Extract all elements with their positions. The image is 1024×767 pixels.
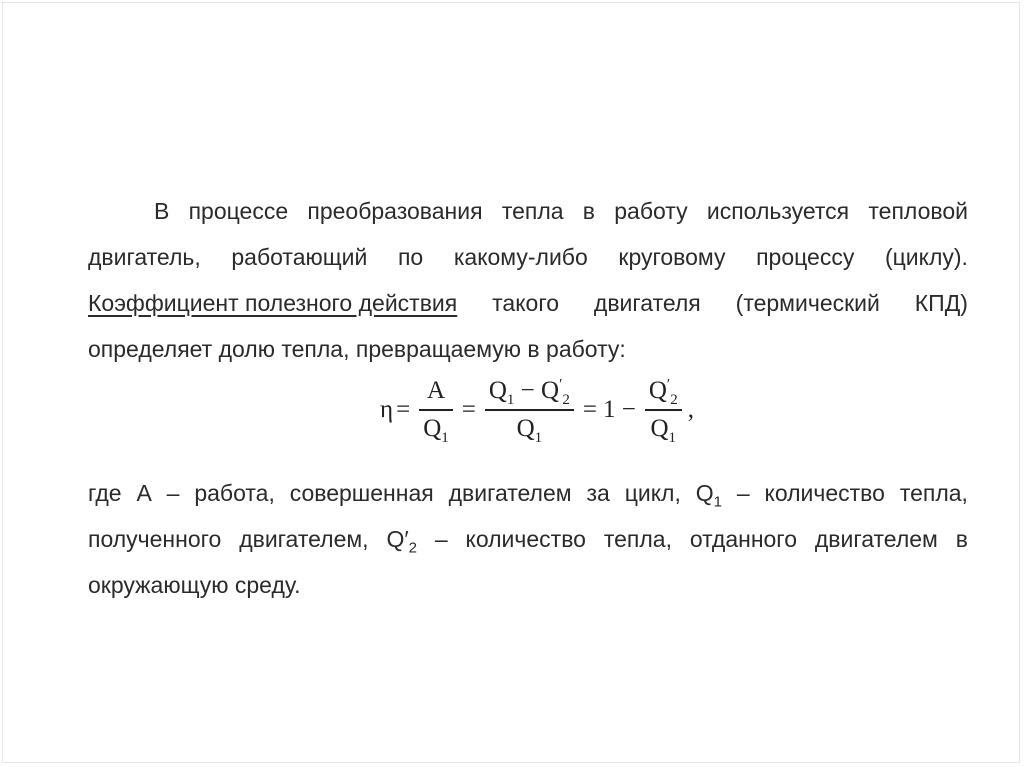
efficiency-term: Коэффициент полезного действия [88, 290, 458, 316]
word: какому-либо [453, 244, 588, 270]
word: работа, [194, 480, 275, 506]
efficiency-formula [380, 374, 694, 446]
word: работу [614, 198, 688, 224]
denominator: $Q_1$ [650, 414, 677, 446]
word: двигателя [593, 290, 701, 316]
word: тепла, [899, 480, 968, 506]
word: – [434, 526, 448, 552]
word: двигателем [448, 480, 572, 506]
numerator: $Q'_2$ [648, 376, 678, 408]
word: в [582, 198, 596, 224]
word: полученного [88, 526, 222, 552]
word: в [955, 526, 968, 552]
word: тепла [501, 198, 564, 224]
word: отданного [689, 526, 797, 552]
paragraph1-line4: определяет долю тепла, превращаемую в работу: [88, 336, 626, 362]
paragraph2-line3: окружающую среду. [88, 572, 301, 598]
word: работающий [231, 244, 368, 270]
eta-symbol: η [380, 395, 394, 423]
paragraph2-line1 [88, 470, 968, 516]
word: где [88, 480, 122, 506]
word: процессу [756, 244, 855, 270]
word: (термический [735, 290, 880, 316]
paragraph2-line2 [88, 516, 968, 562]
numerator: A [426, 377, 445, 404]
trailing-comma: , [687, 395, 694, 423]
word: за [586, 480, 610, 506]
word: В [154, 198, 170, 224]
word: тепловой [868, 198, 968, 224]
word: процессе [188, 198, 289, 224]
word: двигателем, [239, 526, 369, 552]
word: – [736, 480, 750, 506]
word: двигатель, [88, 244, 201, 270]
equals-sign: = [461, 395, 476, 423]
word: тепла, [603, 526, 672, 552]
fraction-q2-over-q1 [645, 374, 682, 446]
word: – [166, 480, 180, 506]
word: КПД) [914, 290, 968, 316]
word: (циклу). [884, 244, 968, 270]
denominator: $Q_1$ [423, 414, 449, 446]
numerator: $Q_1 - Q'_2$ [488, 376, 570, 408]
fraction-bar [419, 409, 453, 411]
fraction-a-over-q1 [419, 374, 453, 446]
word: используется [706, 198, 850, 224]
fraction-bar [485, 409, 574, 411]
word: цикл, [624, 480, 681, 506]
word: количество [764, 480, 885, 506]
paragraph1-line2 [88, 234, 968, 280]
efficiency-formula-block [88, 372, 968, 470]
q2-prime-symbol: $Q'_2$ [386, 526, 417, 557]
word: количество [465, 526, 586, 552]
word: по [397, 244, 424, 270]
text-block [88, 188, 968, 608]
word: двигателем [814, 526, 938, 552]
word: круговому [618, 244, 726, 270]
word: совершенная [289, 480, 434, 506]
paragraph1-line1 [88, 188, 968, 234]
word: преобразования [307, 198, 483, 224]
q1-symbol: $Q_1$ [695, 480, 722, 511]
fraction-bar [645, 409, 682, 411]
fraction-difference-over-q1 [485, 374, 574, 446]
word: такого [492, 290, 559, 316]
equals-sign: = [396, 395, 411, 423]
word: A [136, 480, 152, 506]
denominator: $Q_1$ [516, 414, 543, 446]
equals-sign: = [582, 395, 597, 423]
one-minus: 1 − [602, 395, 636, 423]
paragraph1-line3 [88, 280, 968, 326]
